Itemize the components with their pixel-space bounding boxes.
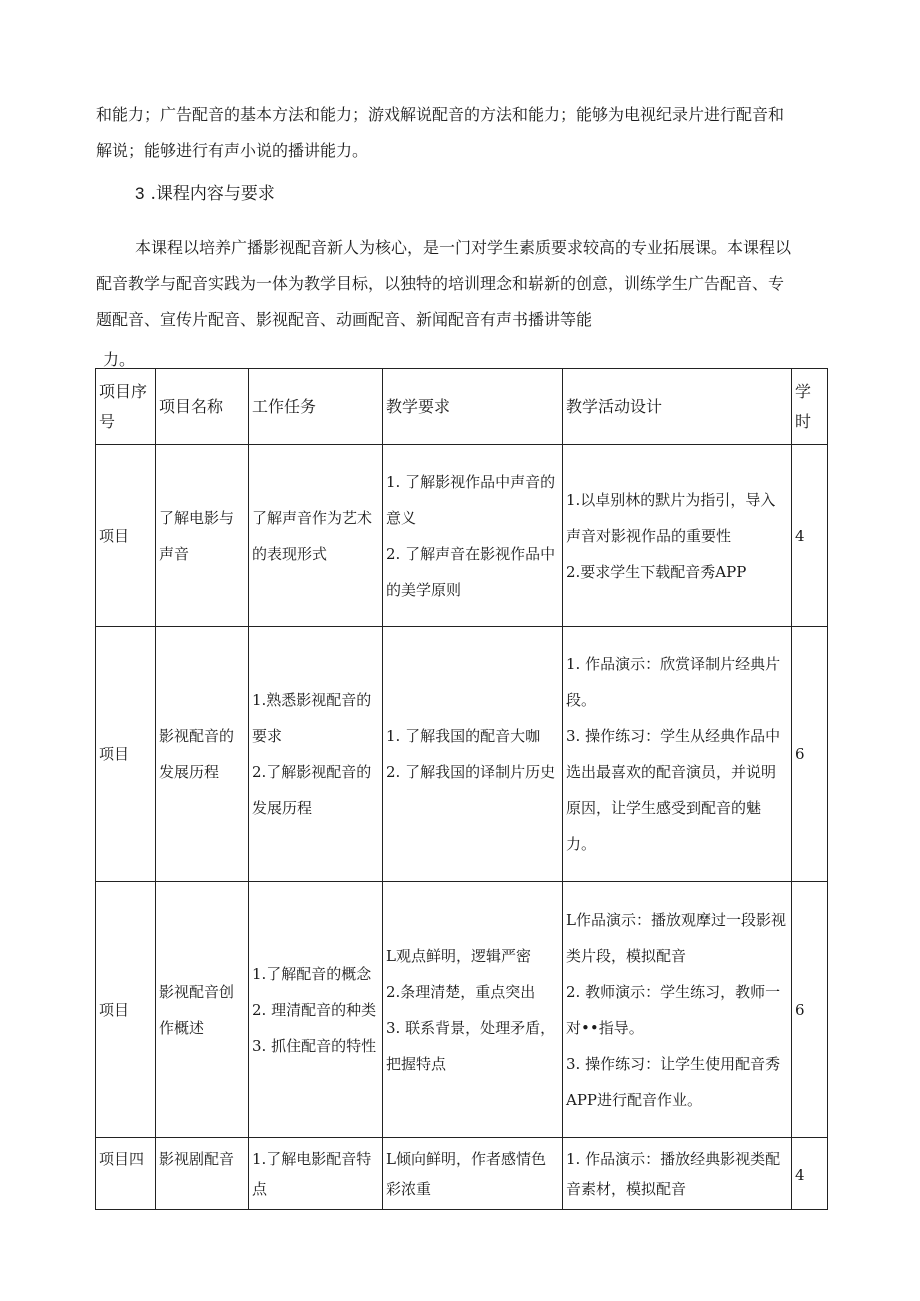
cell-project-name: 影视配音的发展历程: [156, 627, 249, 882]
header-hours-line-2: 时: [795, 411, 812, 431]
cell-project-number: 项目: [96, 627, 156, 882]
task-item: 3. 抓住配音的特性: [252, 1036, 377, 1055]
activity-item: 2. 教师演示：学生练习，教师一对••指导。: [566, 982, 781, 1037]
description-line-1: 本课程以培养广播影视配音新人为核心，是一门对学生素质要求较高的专业拓展课。本课程以: [135, 238, 792, 257]
cell-project-name: 影视配音创作概述: [156, 882, 249, 1138]
activity-item: 1. 作品演示：播放经典影视类配音素材，模拟配音: [566, 1150, 781, 1198]
header-activity-design: 教学活动设计: [563, 369, 792, 445]
cell-project-number: 项目: [96, 445, 156, 627]
activity-item: 1.以卓别林的默片为指引，导入声音对影视作品的重要性: [566, 490, 776, 545]
header-teaching-requirement: 教学要求: [383, 369, 563, 445]
requirement-item: 1. 了解影视作品中声音的意义: [386, 472, 556, 527]
requirement-item: 2. 了解声音在影视作品中的美学原则: [386, 544, 556, 599]
cell-activity-design: [563, 1138, 792, 1210]
description-line-3: 题配音、宣传片配音、影视配音、动画配音、新闻配音有声书播讲等能: [96, 310, 593, 329]
header-project-name: 项目名称: [156, 369, 249, 445]
requirement-item: 2.条理清楚，重点突出: [386, 982, 536, 1001]
task-item: 2. 理清配音的种类: [252, 1000, 377, 1019]
cell-hours: 4: [792, 1138, 828, 1210]
table-row: [96, 445, 828, 627]
cell-project-number: 项目: [96, 882, 156, 1138]
requirement-item: L倾向鲜明，作者感情色彩浓重: [386, 1150, 546, 1198]
cell-project-name: 影视剧配音: [156, 1138, 249, 1210]
table-header-row: [96, 369, 828, 445]
task-item: 1.熟悉影视配音的要求: [252, 691, 372, 745]
cell-teaching-requirement: [383, 627, 563, 882]
cell-work-task: [249, 627, 383, 882]
section-title: .课程内容与要求: [150, 184, 275, 204]
cell-teaching-requirement: [383, 445, 563, 627]
cell-work-task: [249, 445, 383, 627]
task-item: 2.了解影视配音的发展历程: [252, 763, 372, 817]
cell-hours: 6: [792, 627, 828, 882]
requirement-item: 2. 了解我国的译制片历史: [386, 763, 556, 781]
cell-hours: 4: [792, 445, 828, 627]
description-tail: 力。: [103, 350, 136, 369]
cell-work-task: [249, 1138, 383, 1210]
course-content-table: [95, 368, 828, 1210]
task-item: 1.了解电影配音特点: [252, 1150, 372, 1198]
requirement-item: 1. 了解我国的配音大咖: [386, 727, 541, 745]
header-hours-line-1: 学: [795, 381, 812, 401]
cell-project-number: 项目四: [96, 1138, 156, 1210]
intro-line-2: 解说；能够进行有声小说的播讲能力。: [96, 141, 369, 160]
cell-teaching-requirement: [383, 882, 563, 1138]
activity-item: 3. 操作练习：学生从经典作品中选出最喜欢的配音演员，并说明原因，让学生感受到配音的魅力。: [566, 727, 781, 853]
table-row: [96, 627, 828, 882]
activity-item: L作品演示：播放观摩过一段影视类片段，模拟配音: [566, 910, 786, 965]
section-heading: [135, 179, 275, 209]
cell-activity-design: [563, 445, 792, 627]
cell-hours: 6: [792, 882, 828, 1138]
cell-teaching-requirement: [383, 1138, 563, 1210]
task-item: 了解声音作为艺术的表现形式: [252, 508, 373, 563]
table-row: [96, 882, 828, 1138]
requirement-item: L观点鲜明，逻辑严密: [386, 946, 531, 965]
header-work-task: 工作任务: [249, 369, 383, 445]
cell-activity-design: [563, 627, 792, 882]
intro-line-1: 和能力；广告配音的基本方法和能力；游戏解说配音的方法和能力；能够为电视纪录片进行配音和: [96, 105, 785, 124]
cell-project-name: 了解电影与声音: [156, 445, 249, 627]
requirement-item: 3. 联系背景，处理矛盾，把握特点: [386, 1018, 556, 1073]
task-item: 1.了解配音的概念: [252, 964, 372, 983]
section-number: 3: [135, 184, 145, 203]
activity-item: 1. 作品演示：欣赏译制片经典片段。: [566, 655, 781, 709]
cell-activity-design: [563, 882, 792, 1138]
cell-work-task: [249, 882, 383, 1138]
intro-paragraph: [96, 97, 836, 169]
header-project-number: 项目序号: [96, 369, 156, 445]
activity-item: 3. 操作练习：让学生使用配音秀APP进行配音作业。: [566, 1054, 781, 1109]
header-hours: [792, 369, 828, 445]
course-description: [96, 230, 836, 338]
description-line-2: 配音教学与配音实践为一体为教学目标，以独特的培训理念和崭新的创意，训练学生广告配音、专: [96, 274, 785, 293]
table-row: [96, 1138, 828, 1210]
activity-item: 2.要求学生下载配音秀APP: [566, 562, 747, 581]
